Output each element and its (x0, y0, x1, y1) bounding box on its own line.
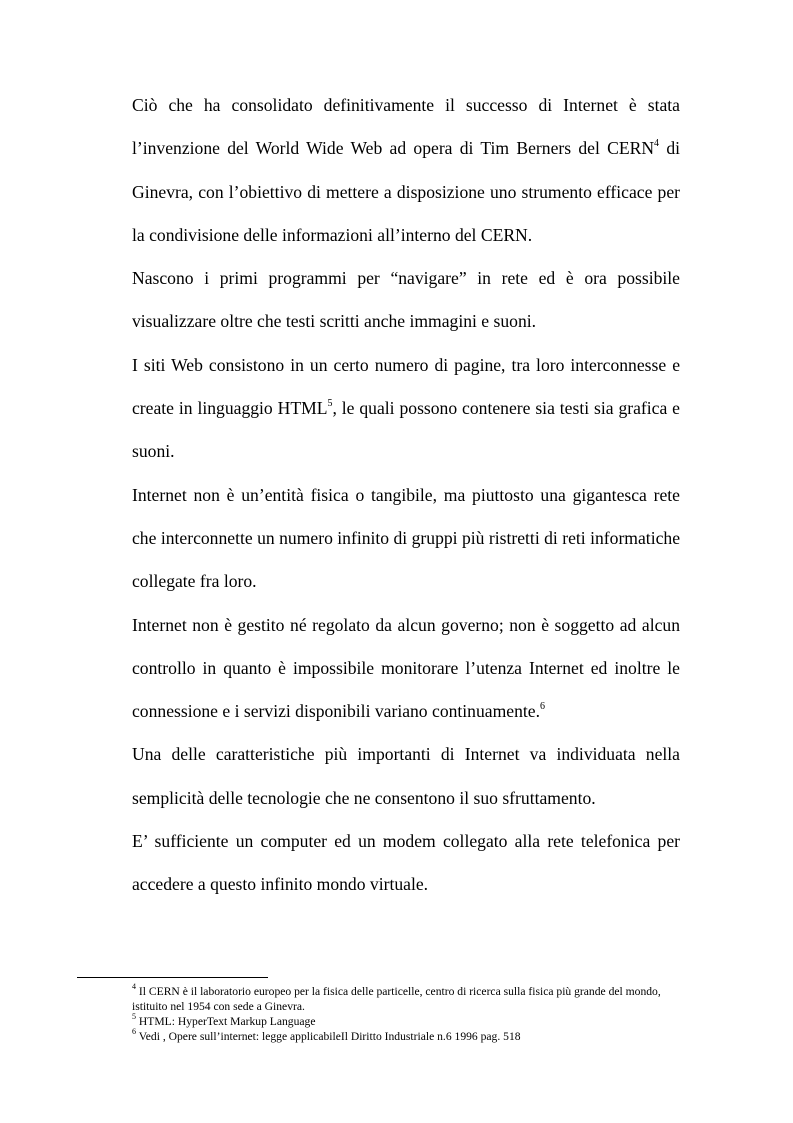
footnote-4 (132, 984, 682, 1014)
paragraph-1 (132, 84, 680, 257)
footnote-ref-4: 4 (654, 138, 660, 150)
footnote-number: 6 (132, 1027, 136, 1037)
paragraph-3-text-b: , le quali possono contenere sia testi sia grafica e suoni. (132, 398, 680, 462)
body-text (132, 84, 680, 907)
footnote-number: 4 (132, 982, 136, 992)
paragraph-2: Nascono i primi programmi per “navigare” in rete ed è ora possibile visualizzare oltre che testi scritti anche immagini e suoni. (132, 268, 680, 332)
footnote-5 (132, 1014, 682, 1029)
paragraph-7: E’ sufficiente un computer ed un modem collegato alla rete telefonica per accedere a questo infinito mondo virtuale. (132, 831, 680, 895)
footnote-text: HTML: HyperText Markup Language (136, 1015, 316, 1028)
footnote-number: 5 (132, 1012, 136, 1022)
footnote-text: Vedi , Opere sull’internet: legge applicabileIl Diritto Industriale n.6 1996 pag. 518 (136, 1030, 521, 1043)
footnote-6 (132, 1029, 682, 1044)
paragraph-4: Internet non è un’entità fisica o tangibile, ma piuttosto una gigantesca rete che interconnette un numero infinito di gruppi più ristretti di reti informatiche collegate fra loro. (132, 484, 680, 592)
paragraph-6: Una delle caratteristiche più importanti di Internet va individuata nella semplicità delle tecnologie che ne consentono il suo sfruttamento. (132, 744, 680, 808)
footnote-text: Il CERN è il laboratorio europeo per la fisica delle particelle, centro di ricerca sulla fisica più grande del mondo, istituito nel 1954 con sede a Ginevra. (132, 985, 661, 1013)
paragraph-5-text-a: Internet non è gestito né regolato da alcun governo; non è soggetto ad alcun controllo in quanto è impossibile monitorare l’utenza Internet ed inoltre le connessione e i servizi disponibili variano continuamente. (132, 614, 680, 722)
paragraph-1-text-a: Ciò che ha consolidato definitivamente il successo di Internet è stata l’invenzione del World Wide Web ad opera di Tim Berners del CERN (132, 95, 680, 159)
paragraph-3-text-a: I siti Web consistono in un certo numero di pagine, tra loro interconnesse e create in linguaggio HTML (132, 354, 680, 419)
paragraph-5 (132, 604, 680, 734)
footnote-separator (77, 977, 268, 978)
footnotes (132, 984, 682, 1044)
footnote-ref-6: 6 (539, 701, 545, 713)
footnote-ref-5: 5 (327, 398, 333, 410)
paragraph-1-text-b: di Ginevra, con l’obiettivo di mettere a disposizione uno strumento efficace per la condivisione delle informazioni all’interno del CERN. (132, 138, 681, 245)
paragraph-3 (132, 344, 680, 474)
